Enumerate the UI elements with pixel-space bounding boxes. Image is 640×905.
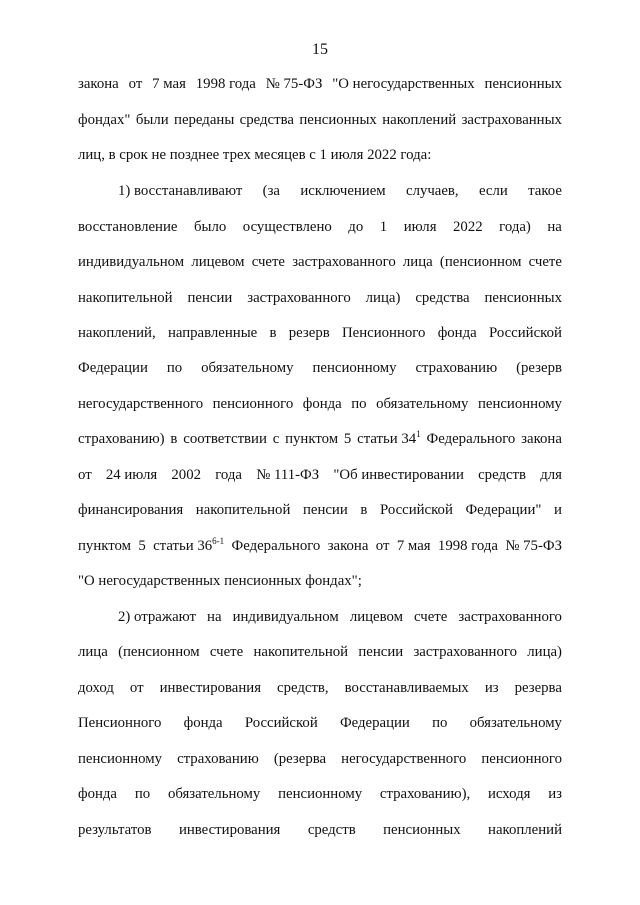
text-line: лиц, в срок не позднее трех месяцев с 1 июля 2022 года: <box>78 147 432 163</box>
text-line: негосударственного пенсионного фонда по обязательному пенсионному <box>78 396 562 412</box>
text-line: финансирования накопительной пенсии в Российской Федерации" и <box>78 502 562 518</box>
text-line: лица (пенсионном счете накопительной пенсии застрахованного лица) <box>78 644 562 660</box>
text-line: страхованию) в соответствии с пунктом 5 статьи $34^1$ Федерального закона <box>78 429 562 447</box>
text-line: пенсионному страхованию (резерва негосударственного пенсионного <box>78 751 562 767</box>
text-line: результатов инвестирования средств пенсионных накоплений <box>78 822 562 838</box>
text-line: закона от 7 мая 1998 года № 75-ФЗ "О негосударственных пенсионных <box>78 76 562 92</box>
text-line: доход от инвестирования средств, восстанавливаемых из резерва <box>78 680 562 696</box>
text-line: Пенсионного фонда Российской Федерации по обязательному <box>78 715 562 731</box>
text-line: "О негосударственных пенсионных фондах"; <box>78 573 362 589</box>
text-line: от 24 июля 2002 года № 111-ФЗ "Об инвестировании средств для <box>78 467 562 483</box>
text-line: пунктом 5 статьи 36$^{6-1}$ Федерального закона от 7 мая 1998 года № 75-ФЗ <box>78 536 562 554</box>
superscript-1: 1 <box>416 429 421 439</box>
text-line: восстановление было осуществлено до 1 июля 2022 года) на <box>78 219 562 235</box>
text-line: фондах" были переданы средства пенсионных накоплений застрахованных <box>78 112 562 128</box>
text-line: индивидуальном лицевом счете застрахованного лица (пенсионном счете <box>78 254 562 270</box>
text-line: Федерации по обязательному пенсионному страхованию (резерв <box>78 360 562 376</box>
text-line: накоплений, направленные в резерв Пенсионного фонда Российской <box>78 325 562 341</box>
paragraph-1-first-line: 1) восстанавливают (за исключением случаев, если такое <box>118 183 562 199</box>
superscript-6-1: 6-1 <box>212 536 225 546</box>
text-line: накопительной пенсии застрахованного лица) средства пенсионных <box>78 290 562 306</box>
page-number: 15 <box>312 41 328 58</box>
paragraph-2-first-line: 2) отражают на индивидуальном лицевом счете застрахованного <box>118 609 562 625</box>
text-line: фонда по обязательному пенсионному страхованию), исходя из <box>78 786 562 802</box>
